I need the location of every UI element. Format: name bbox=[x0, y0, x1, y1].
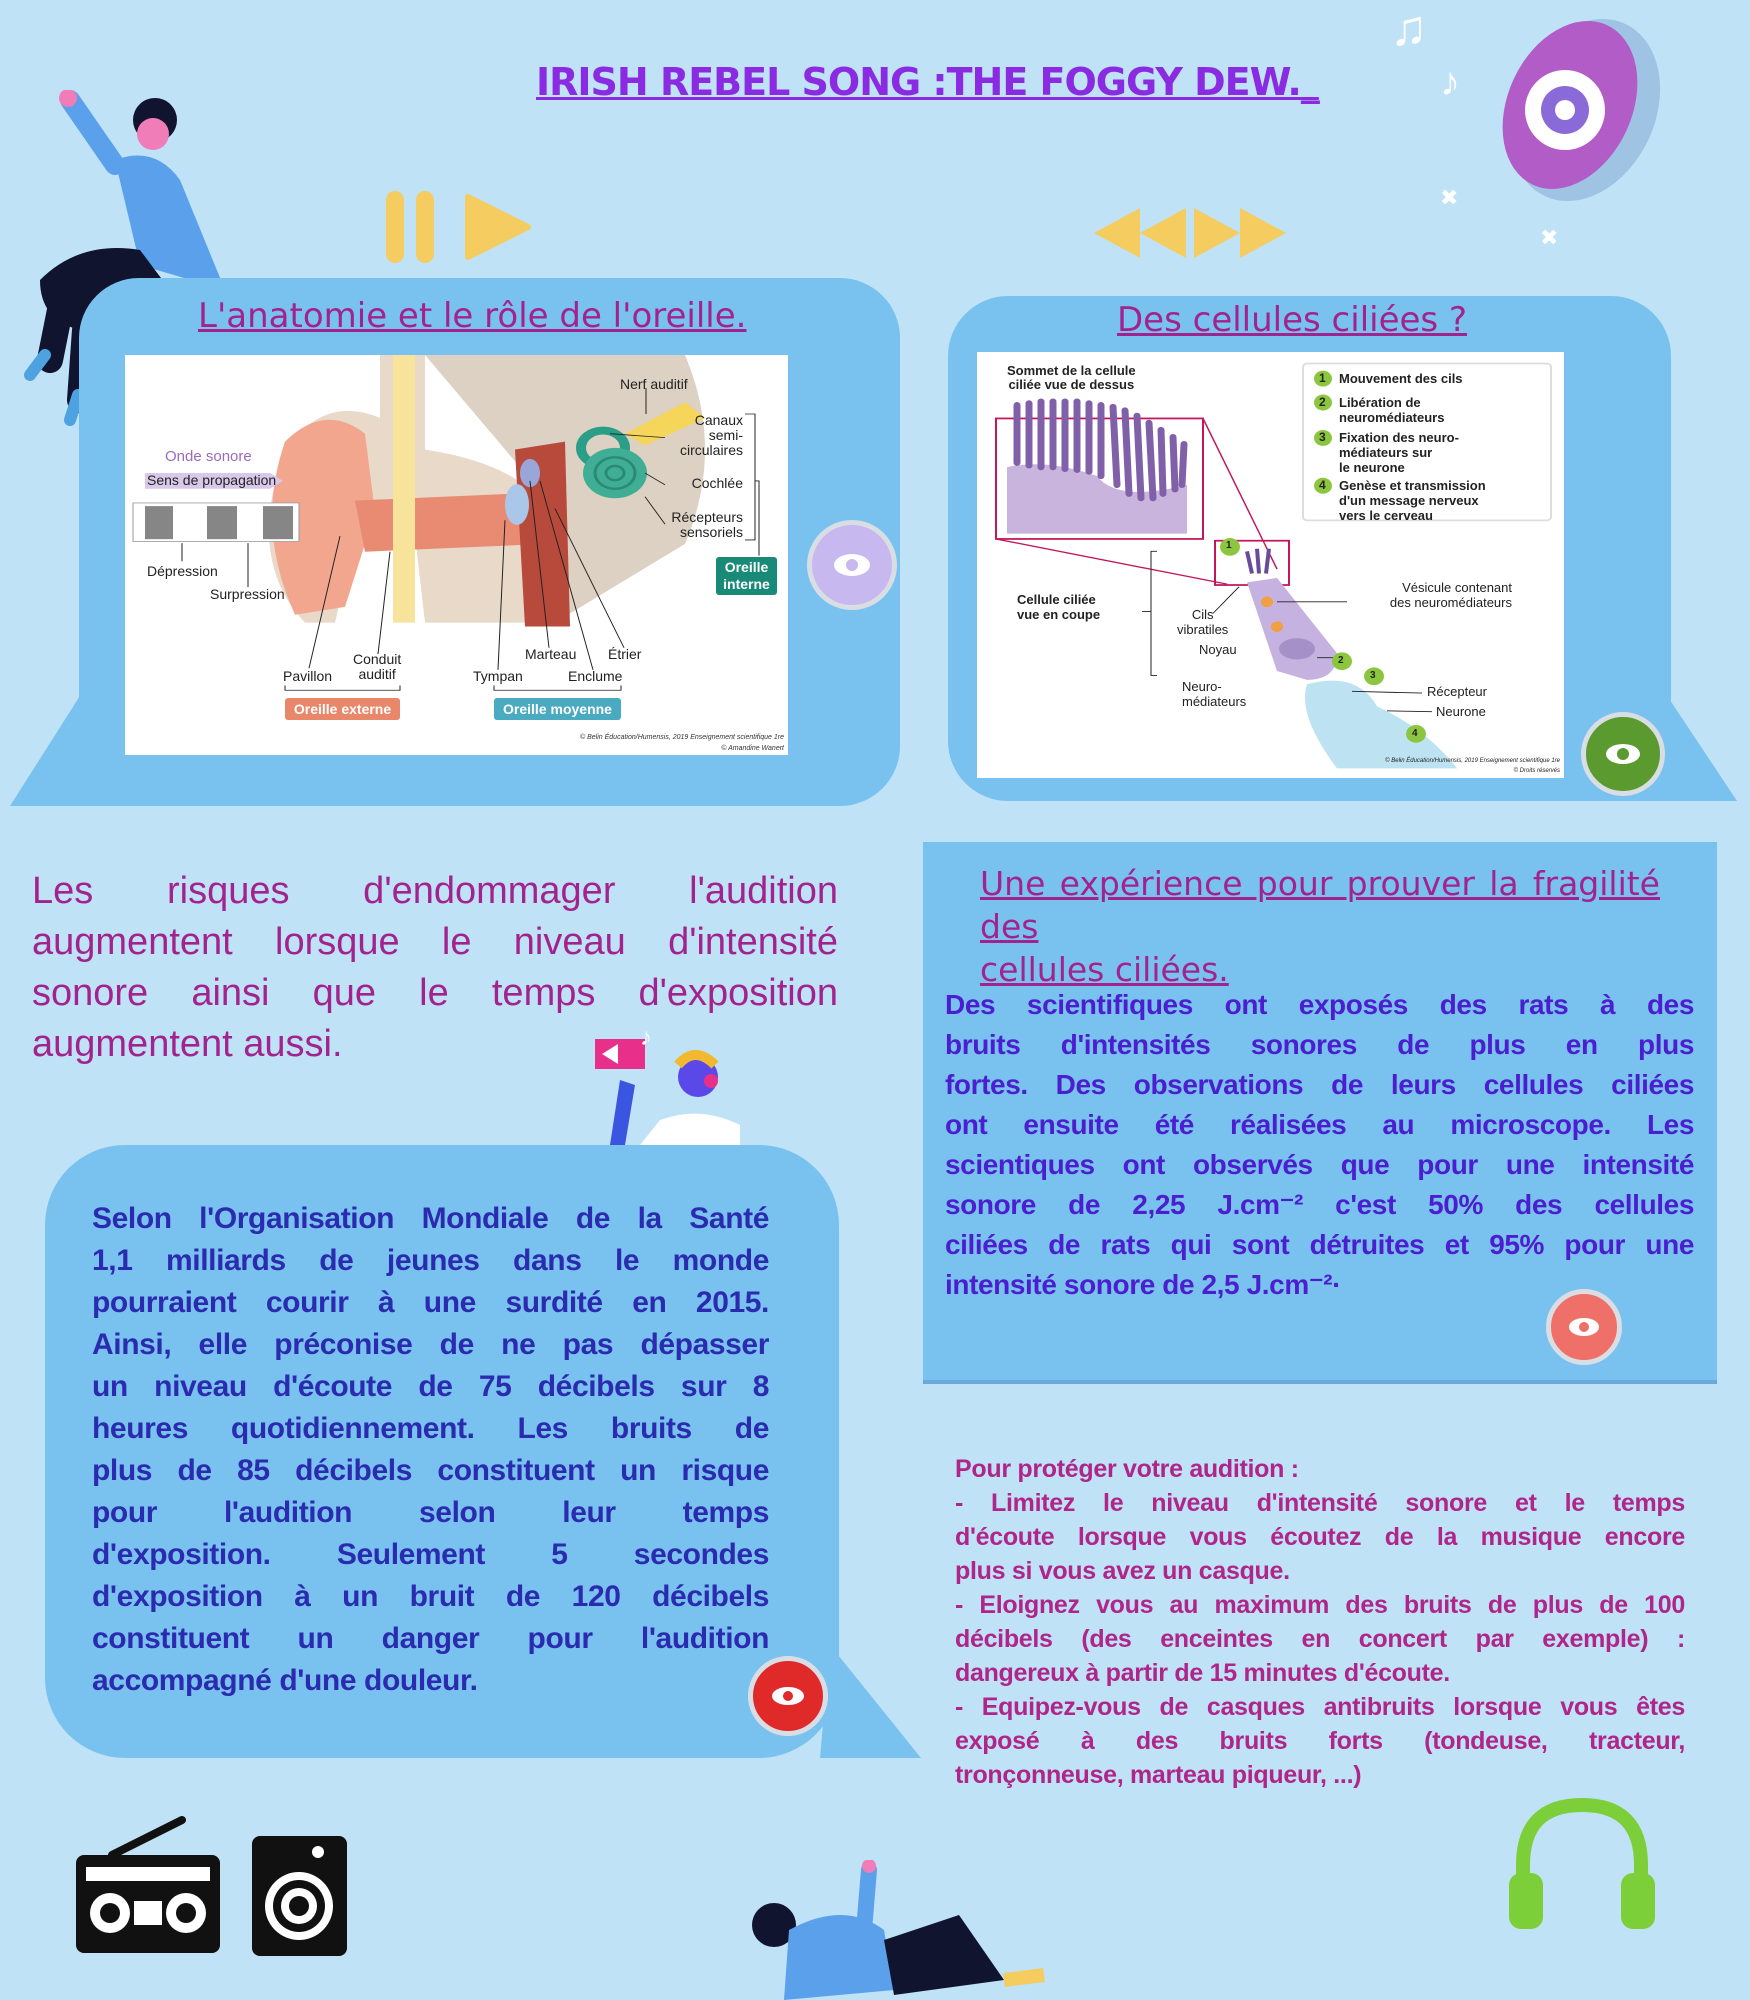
speaker-illustration bbox=[1380, 0, 1680, 270]
lying-person-illustration bbox=[744, 1860, 1049, 2000]
label-cochlee: Cochlée bbox=[691, 475, 743, 491]
legend-num-4: 4 bbox=[1319, 478, 1326, 492]
text-line: tronçonneuse, marteau piqueur, ...) bbox=[955, 1761, 1362, 1789]
radio-icon bbox=[72, 1815, 224, 1957]
text-line: intensité sonore de 2,5 J.cm⁻²· bbox=[945, 1269, 1342, 1300]
label-pavillon: Pavillon bbox=[283, 668, 333, 684]
view-button[interactable] bbox=[807, 520, 897, 610]
legend-num-3: 3 bbox=[1319, 430, 1326, 444]
label-neurone: Neurone bbox=[1436, 704, 1486, 719]
marker-4: 4 bbox=[1412, 728, 1418, 739]
label-onde-sonore: Onde sonore bbox=[165, 448, 252, 465]
label-enclume: Enclume bbox=[568, 668, 623, 684]
rewind-icon[interactable] bbox=[1090, 204, 1190, 262]
legend-2b: neuromédiateurs bbox=[1339, 410, 1445, 425]
text-line: - Equipez-vous de casques antibruits lorsque vous êtes bbox=[955, 1693, 1685, 1721]
eye-icon bbox=[1567, 1316, 1601, 1338]
headphones-icon bbox=[1503, 1795, 1661, 1931]
label-noyau: Noyau bbox=[1199, 642, 1237, 657]
legend-item-2 bbox=[1339, 395, 1444, 425]
text-line: - Eloignez vous au maximum des bruits de plus de 100 bbox=[955, 1591, 1685, 1619]
label-coupe bbox=[1017, 592, 1100, 622]
legend-4b: d'un message nerveux bbox=[1339, 493, 1479, 508]
eye-icon bbox=[832, 552, 872, 578]
label-conduit-2: auditif bbox=[358, 666, 396, 682]
speaker-box-icon bbox=[252, 1836, 347, 1956]
text-line: dangereux à partir de 15 minutes d'écoute. bbox=[955, 1659, 1450, 1687]
oms-text bbox=[92, 1198, 769, 1702]
label-canaux-2: semi- bbox=[708, 427, 743, 443]
label-sens-propagation: Sens de propagation bbox=[147, 472, 277, 488]
text-line: exposé à des bruits forts (tondeuse, tracteur, bbox=[955, 1727, 1685, 1755]
text-line: Ainsi, elle préconise de ne pas dépasser bbox=[92, 1328, 769, 1361]
eye-icon bbox=[770, 1685, 806, 1707]
cells-section-heading: Des cellules ciliées ? bbox=[1117, 300, 1467, 340]
pause-play-controls bbox=[386, 191, 531, 263]
listening-person-illustration bbox=[580, 1025, 740, 1147]
legend-3c: le neurone bbox=[1339, 460, 1405, 475]
badge-interne-1: Oreille bbox=[724, 559, 769, 575]
ear-section-heading: L'anatomie et le rôle de l'oreille. bbox=[198, 296, 747, 336]
label-sommet-2: ciliée vue de dessus bbox=[1008, 377, 1135, 392]
text-line: scientiques ont observés que pour une intensité bbox=[945, 1149, 1694, 1180]
legend-3a: Fixation des neuro- bbox=[1339, 430, 1459, 445]
label-coupe-2: vue en coupe bbox=[1017, 607, 1101, 622]
hair-cell-diagram bbox=[977, 352, 1564, 778]
fast-forward-icon[interactable] bbox=[1190, 204, 1290, 262]
label-cils-2: vibratiles bbox=[1177, 622, 1229, 637]
label-marteau: Marteau bbox=[525, 646, 577, 662]
text-line: heures quotidiennement. Les bruits de bbox=[92, 1412, 769, 1445]
marker-2: 2 bbox=[1338, 655, 1344, 666]
play-icon[interactable] bbox=[464, 193, 532, 261]
copyright-author: © Amandine Wanert bbox=[721, 745, 784, 752]
eye-icon bbox=[1604, 742, 1642, 766]
legend-4c: vers le cerveau bbox=[1339, 508, 1433, 523]
marker-1: 1 bbox=[1226, 540, 1232, 551]
label-vesicule bbox=[1390, 580, 1512, 610]
label-depression: Dépression bbox=[147, 563, 218, 579]
legend-item-4 bbox=[1339, 478, 1486, 523]
badge-oreille-externe: Oreille externe bbox=[285, 698, 400, 720]
text-line: ciliées de rats qui sont détruites et 95% pour une bbox=[945, 1229, 1694, 1260]
label-vesicule-1: Vésicule contenant bbox=[1402, 580, 1512, 595]
text-line: pour l'audition selon leur temps bbox=[92, 1496, 769, 1529]
text-line: Une expérience pour prouver la fragilité des bbox=[980, 864, 1660, 946]
text-line: sonore de 2,25 J.cm⁻² c'est 50% des cellules bbox=[945, 1189, 1694, 1220]
pause-icon[interactable] bbox=[386, 191, 404, 263]
legend-item-3 bbox=[1339, 430, 1459, 475]
label-tympan: Tympan bbox=[473, 668, 523, 684]
label-recepteurs bbox=[671, 510, 743, 540]
text-line: pourraient courir à une surdité en 2015. bbox=[92, 1286, 769, 1319]
label-sommet-1: Sommet de la cellule bbox=[1007, 363, 1136, 378]
copyright: © Belin Éducation/Humensis, 2019 Enseignement scientifique 1re bbox=[1385, 758, 1560, 764]
view-button[interactable] bbox=[1581, 712, 1665, 796]
text-line: un niveau d'écoute de 75 décibels sur 8 bbox=[92, 1370, 769, 1403]
label-etrier: Étrier bbox=[608, 646, 642, 662]
svg-text:♪: ♪ bbox=[1440, 60, 1460, 104]
label-canaux-1: Canaux bbox=[694, 412, 743, 428]
label-cils-1: Cils bbox=[1191, 607, 1214, 622]
experiment-heading bbox=[980, 862, 1660, 991]
svg-text:✖: ✖ bbox=[1440, 185, 1459, 210]
label-conduit-auditif bbox=[353, 652, 401, 682]
label-surpression: Surpression bbox=[210, 586, 285, 602]
text-line: 1,1 milliards de jeunes dans le monde bbox=[92, 1244, 769, 1277]
page-title: IRISH REBEL SONG :THE FOGGY DEW._ bbox=[536, 60, 1319, 104]
legend-3b: médiateurs sur bbox=[1339, 445, 1433, 460]
ear-anatomy-diagram bbox=[125, 355, 788, 755]
label-conduit-1: Conduit bbox=[353, 651, 402, 667]
text-line: Des scientifiques ont exposés des rats à des bbox=[945, 989, 1694, 1020]
marker-3: 3 bbox=[1370, 670, 1376, 681]
label-nerf-auditif: Nerf auditif bbox=[620, 376, 688, 392]
label-cils bbox=[1177, 607, 1228, 637]
legend-num-2: 2 bbox=[1319, 395, 1326, 409]
text-line: augmentent lorsque le niveau d'intensité bbox=[32, 921, 838, 963]
label-neuro-2: médiateurs bbox=[1182, 694, 1247, 709]
legend-item-1: Mouvement des cils bbox=[1339, 371, 1463, 386]
label-vesicule-2: des neuromédiateurs bbox=[1389, 595, 1512, 610]
text-line: d'écoute lorsque vous écoutez de la musique encore bbox=[955, 1523, 1685, 1551]
label-canaux-3: circulaires bbox=[679, 442, 743, 458]
text-line: Pour protéger votre audition : bbox=[955, 1455, 1299, 1483]
svg-text:♫: ♫ bbox=[1390, 0, 1428, 56]
label-recepteurs-2: sensoriels bbox=[679, 524, 743, 540]
text-line: - Limitez le niveau d'intensité sonore et le temps bbox=[955, 1489, 1685, 1517]
label-neuro-1: Neuro- bbox=[1182, 679, 1222, 694]
text-line: Les risques d'endommager l'audition bbox=[32, 870, 838, 912]
badge-interne-2: interne bbox=[723, 576, 770, 592]
label-canaux bbox=[680, 413, 743, 458]
experiment-text bbox=[945, 985, 1694, 1305]
text-line: décibels (des enceintes en concert par exemple) : bbox=[955, 1625, 1685, 1653]
text-line: constituent un danger pour l'audition bbox=[92, 1622, 769, 1655]
text-line: cellules ciliées. bbox=[980, 950, 1229, 989]
text-line: accompagné d'une douleur. bbox=[92, 1664, 478, 1697]
svg-text:♪: ♪ bbox=[640, 1025, 652, 1051]
text-line: Selon l'Organisation Mondiale de la Santé bbox=[92, 1202, 769, 1235]
label-sommet bbox=[1007, 364, 1136, 392]
label-coupe-1: Cellule ciliée bbox=[1017, 592, 1096, 607]
text-line: ont ensuite été réalisées au microscope. Les bbox=[945, 1109, 1694, 1140]
text-line: fortes. Des observations de leurs cellules ciliées bbox=[945, 1069, 1694, 1100]
text-line: d'exposition à un bruit de 120 décibels bbox=[92, 1580, 769, 1613]
label-recepteurs-1: Récepteurs bbox=[671, 509, 743, 525]
badge-oreille-interne bbox=[716, 557, 777, 595]
label-neuromediateurs bbox=[1182, 679, 1246, 709]
view-button[interactable] bbox=[1546, 1289, 1622, 1365]
text-line: d'exposition. Seulement 5 secondes bbox=[92, 1538, 769, 1571]
protection-tips bbox=[955, 1452, 1685, 1792]
text-line: plus si vous avez un casque. bbox=[955, 1557, 1290, 1585]
legend-num-1: 1 bbox=[1319, 371, 1326, 385]
legend-4a: Genèse et transmission bbox=[1339, 478, 1486, 493]
text-line: sonore ainsi que le temps d'exposition bbox=[32, 972, 838, 1014]
text-line: plus de 85 décibels constituent un risque bbox=[92, 1454, 769, 1487]
pause-icon-bar bbox=[416, 191, 434, 263]
badge-oreille-moyenne: Oreille moyenne bbox=[494, 698, 621, 720]
svg-text:✖: ✖ bbox=[1540, 225, 1559, 250]
text-line: bruits d'intensités sonores de plus en plus bbox=[945, 1029, 1694, 1060]
copyright-rights: © Droits réservés bbox=[1513, 768, 1560, 774]
copyright: © Belin Éducation/Humensis, 2019 Enseignement scientifique 1re bbox=[580, 734, 784, 741]
label-recepteur: Récepteur bbox=[1427, 684, 1487, 699]
text-line: augmentent aussi. bbox=[32, 1023, 343, 1065]
view-button[interactable] bbox=[748, 1656, 828, 1736]
legend-2a: Libération de bbox=[1339, 395, 1421, 410]
